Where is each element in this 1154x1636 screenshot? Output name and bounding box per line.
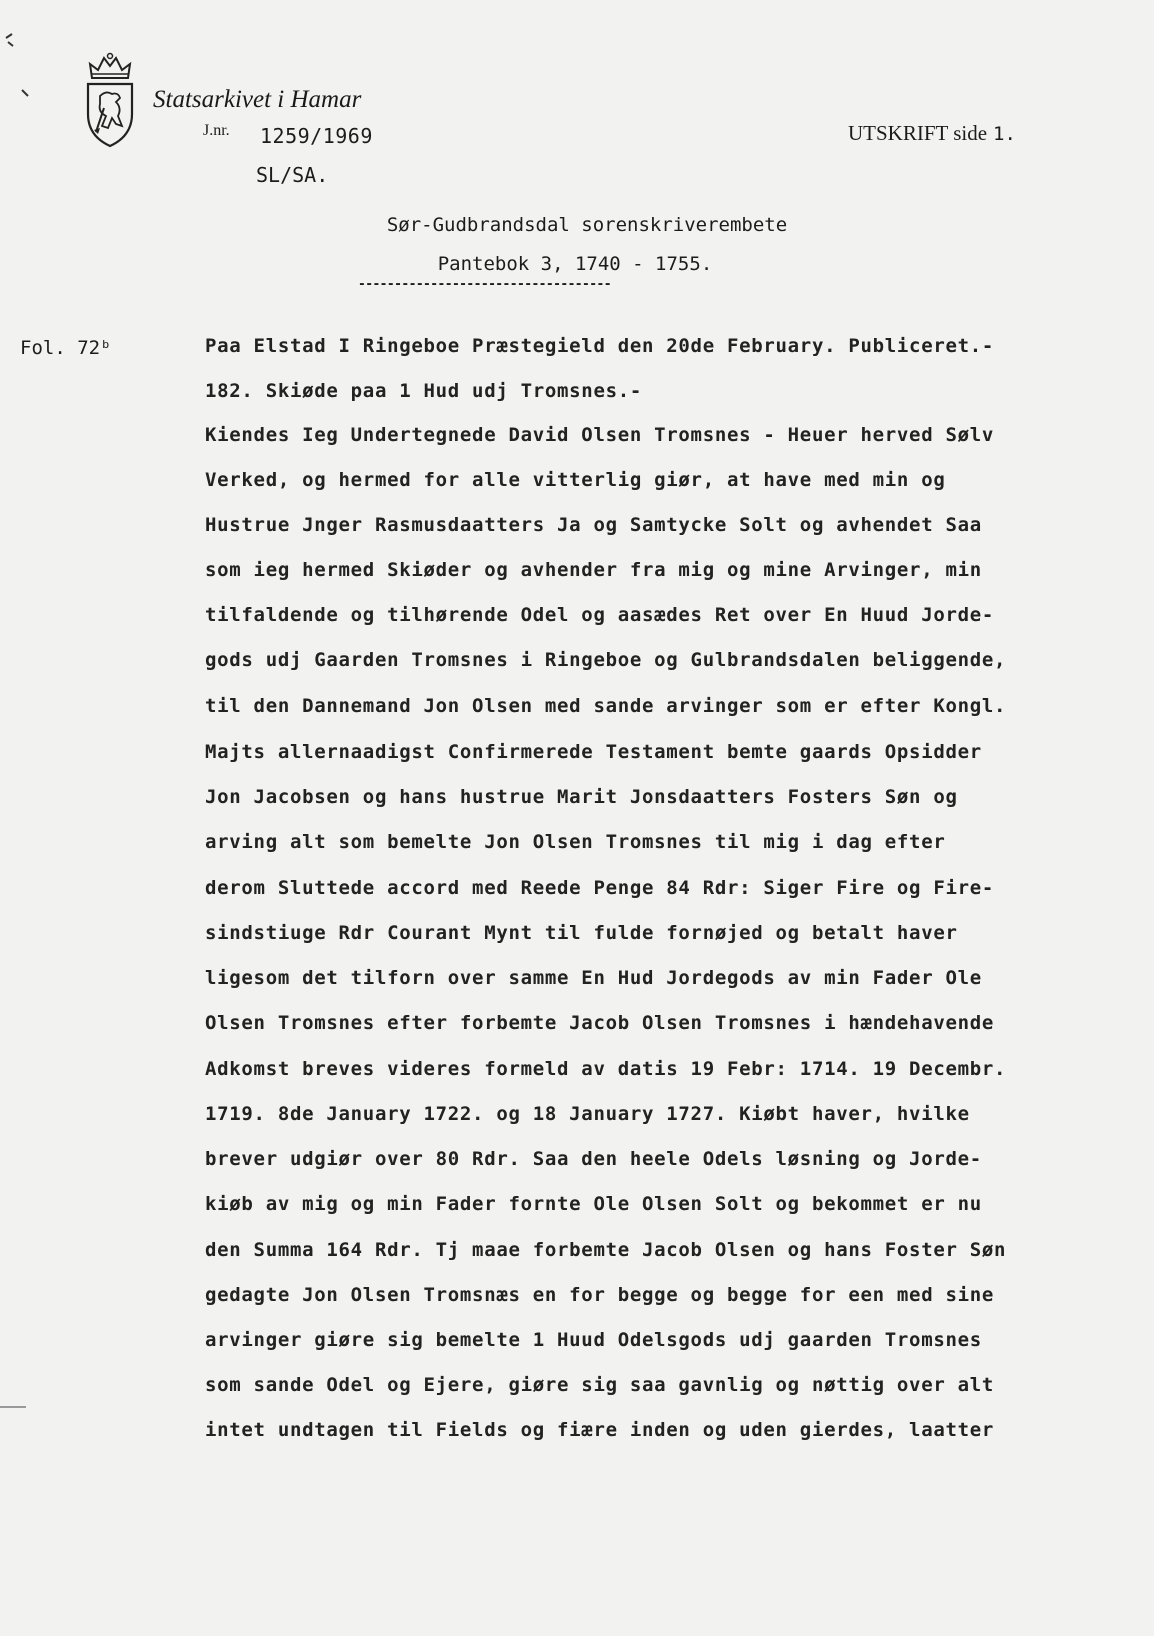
- body-line: Paa Elstad I Ringeboe Præstegield den 20de February. Publiceret.-: [205, 335, 995, 357]
- body-line: intet undtagen til Fields og fiære inden og uden gierdes, laatter: [205, 1419, 995, 1441]
- body-line: den Summa 164 Rdr. Tj maae forbemte Jacob Olsen og hans Foster Søn: [205, 1239, 1007, 1261]
- body-line: arving alt som bemelte Jon Olsen Tromsnes til mig i dag efter: [205, 831, 946, 853]
- norwegian-coat-of-arms-logo: [82, 52, 138, 148]
- body-line: gods udj Gaarden Tromsnes i Ringeboe og Gulbrandsdalen beliggende,: [205, 649, 1007, 671]
- body-line: som ieg hermed Skiøder og avhender fra mig og mine Arvinger, min: [205, 559, 982, 581]
- body-line: Majts allernaadigst Confirmerede Testament bemte gaards Opsidder: [205, 741, 982, 763]
- body-line: som sande Odel og Ejere, giøre sig saa gavnlig og nøttig over alt: [205, 1374, 995, 1396]
- body-line: ligesom det tilforn over samme En Hud Jordegods av min Fader Ole: [205, 967, 982, 989]
- journal-number: 1259/1969: [260, 124, 373, 148]
- margin-tick-mark: [0, 1406, 26, 1408]
- body-line: Hustrue Jnger Rasmusdaatters Ja og Samtycke Solt og avhendet Saa: [205, 514, 982, 536]
- page-number: 1.: [993, 123, 1016, 145]
- printout-page-label: [848, 121, 1016, 146]
- folio-reference: Fol. 72ᵇ: [20, 337, 112, 359]
- body-line: Adkomst breves videres formeld av datis 19 Febr: 1714. 19 Decembr.: [205, 1058, 1007, 1080]
- body-line: Verked, og hermed for alle vitterlig giør, at have med min og: [205, 469, 946, 491]
- body-line: derom Sluttede accord med Reede Penge 84 Rdr: Siger Fire og Fire-: [205, 877, 995, 899]
- body-line: 182. Skiøde paa 1 Hud udj Tromsnes.-: [205, 380, 643, 402]
- body-line: brever udgiør over 80 Rdr. Saa den heele Odels løsning og Jorde-: [205, 1148, 982, 1170]
- printout-label: UTSKRIFT side: [848, 121, 988, 145]
- document-subheading: Pantebok 3, 1740 - 1755.: [437, 253, 713, 275]
- reference-initials: SL/SA.: [256, 163, 329, 187]
- body-line: til den Dannemand Jon Olsen med sande arvinger som er efter Kongl.: [205, 695, 1007, 717]
- body-line: Kiendes Ieg Undertegnede David Olsen Tromsnes - Heuer herved Sølv: [205, 424, 995, 446]
- body-line: arvinger giøre sig bemelte 1 Huud Odelsgods udj gaarden Tromsnes: [205, 1329, 982, 1351]
- body-line: sindstiuge Rdr Courant Mynt til fulde fornøjed og betalt haver: [205, 922, 958, 944]
- journal-number-label: J.nr.: [203, 122, 230, 139]
- body-line: Jon Jacobsen og hans hustrue Marit Jonsdaatters Fosters Søn og: [205, 786, 958, 808]
- body-line: 1719. 8de January 1722. og 18 January 1727. Kiøbt haver, hvilke: [205, 1103, 970, 1125]
- archive-name: Statsarkivet i Hamar: [153, 86, 362, 113]
- body-line: tilfaldende og tilhørende Odel og aasædes Ret over En Huud Jorde-: [205, 604, 995, 626]
- heading-rule: -----------------------------------: [358, 277, 611, 292]
- scan-corner-mark: [4, 30, 30, 100]
- body-line: Olsen Tromsnes efter forbemte Jacob Olsen Tromsnes i hændehavende: [205, 1012, 995, 1034]
- body-line: kiøb av mig og min Fader fornte Ole Olsen Solt og bekommet er nu: [205, 1193, 982, 1215]
- document-heading: Sør-Gudbrandsdal sorenskriverembete: [386, 214, 788, 236]
- body-line: gedagte Jon Olsen Tromsnæs en for begge og begge for een med sine: [205, 1284, 995, 1306]
